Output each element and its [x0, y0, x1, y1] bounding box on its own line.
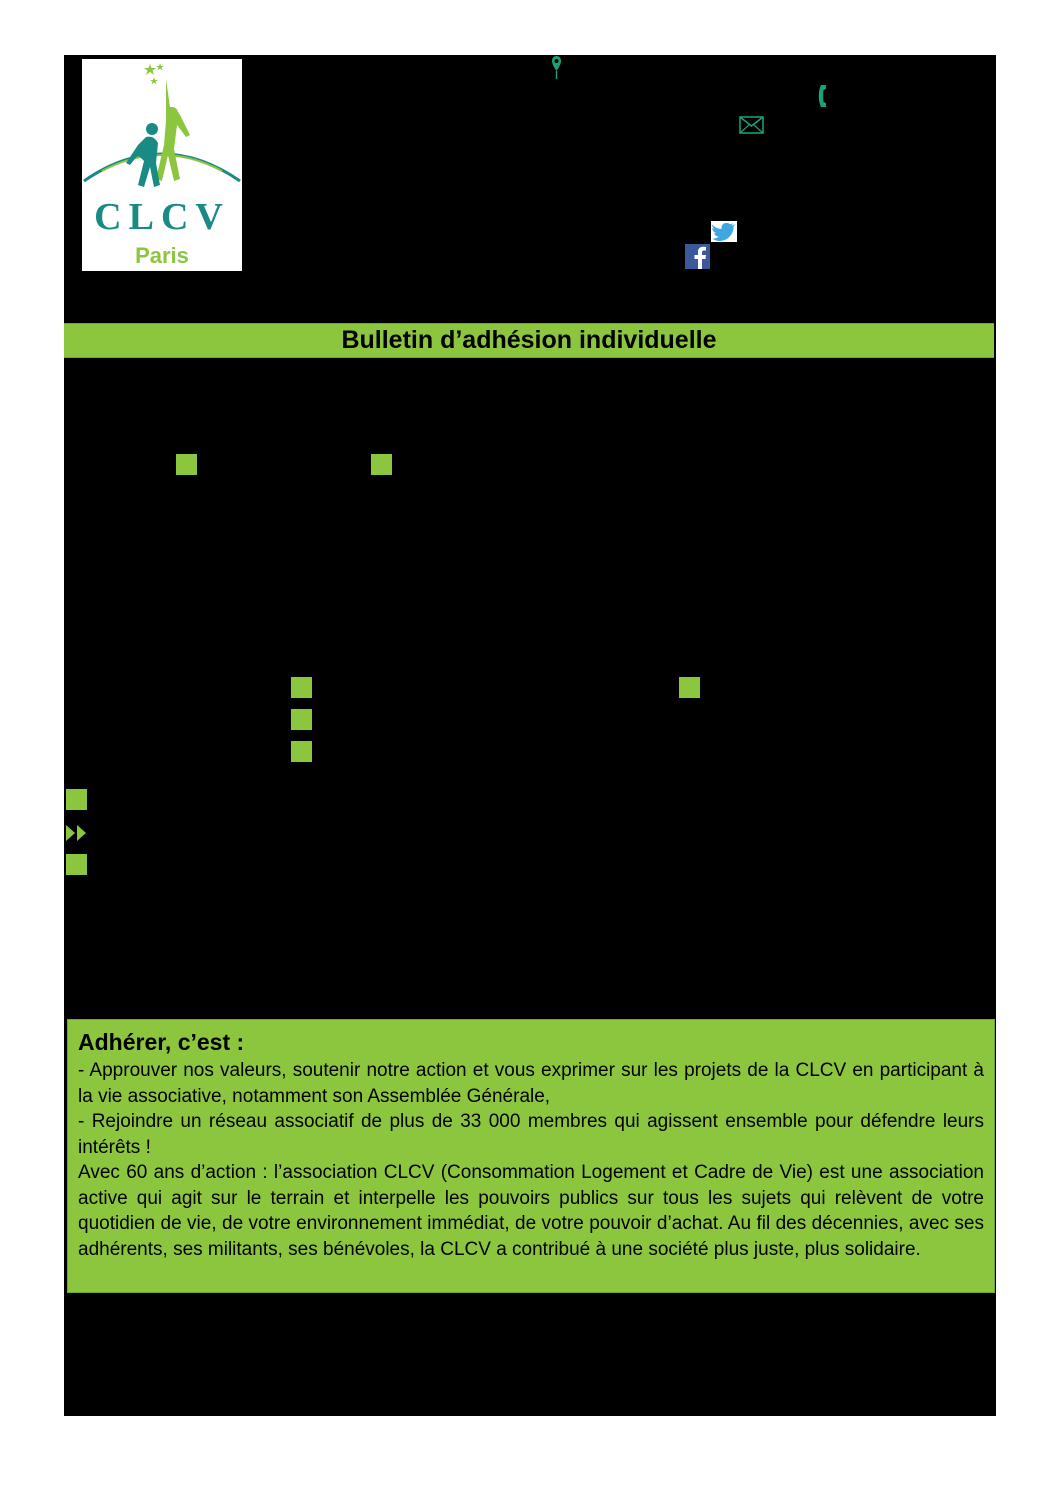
info-paragraph: - Approuver nos valeurs, soutenir notre action et vous exprimer sur les projets de la CLCV en participant à la vie associative, notamment son Assemblée Générale, [78, 1060, 984, 1107]
checkbox-option-7[interactable] [66, 789, 87, 810]
membership-info-box [67, 1019, 995, 1293]
form-title-bar [64, 323, 994, 358]
mail-icon [739, 116, 764, 134]
checkbox-option-2[interactable] [371, 454, 392, 475]
checkbox-option-8[interactable] [66, 854, 87, 875]
clcv-paris-logo [82, 59, 242, 271]
info-paragraph: - Rejoindre un réseau associatif de plus de 33 000 membres qui agissent ensemble pour défendre leurs intérêts ! [78, 1111, 984, 1158]
phone-icon [818, 84, 830, 108]
checkbox-option-6[interactable] [291, 741, 312, 762]
facebook-icon[interactable] [685, 244, 710, 269]
checkbox-option-5[interactable] [291, 709, 312, 730]
info-paragraph: Avec 60 ans d’action : l’association CLCV (Consommation Logement et Cadre de Vie) est une association active qui agit sur le terrain et interpelle les pouvoirs publics sur tous les sujets qui relèvent de votre quotidien de vie, de votre environnement immédiat, de votre pouvoir d’achat. Au fil des décennies, avec ses adhérents, ses militants, ses bénévoles, la CLCV a contribué à une société plus juste, plus solidaire. [78, 1162, 984, 1260]
location-pin-icon [551, 55, 562, 80]
logo-wordmark: CLCV [94, 196, 230, 238]
checkbox-option-3[interactable] [291, 677, 312, 698]
logo-city: Paris [135, 243, 189, 268]
logo-figures-icon [82, 59, 242, 199]
twitter-icon[interactable] [711, 221, 737, 242]
info-heading: Adhérer, c’est : [78, 1029, 245, 1055]
form-title: Bulletin d’adhésion individuelle [341, 326, 717, 354]
checkbox-option-4[interactable] [679, 677, 700, 698]
double-arrow-icon [66, 824, 88, 842]
checkbox-option-1[interactable] [176, 454, 197, 475]
